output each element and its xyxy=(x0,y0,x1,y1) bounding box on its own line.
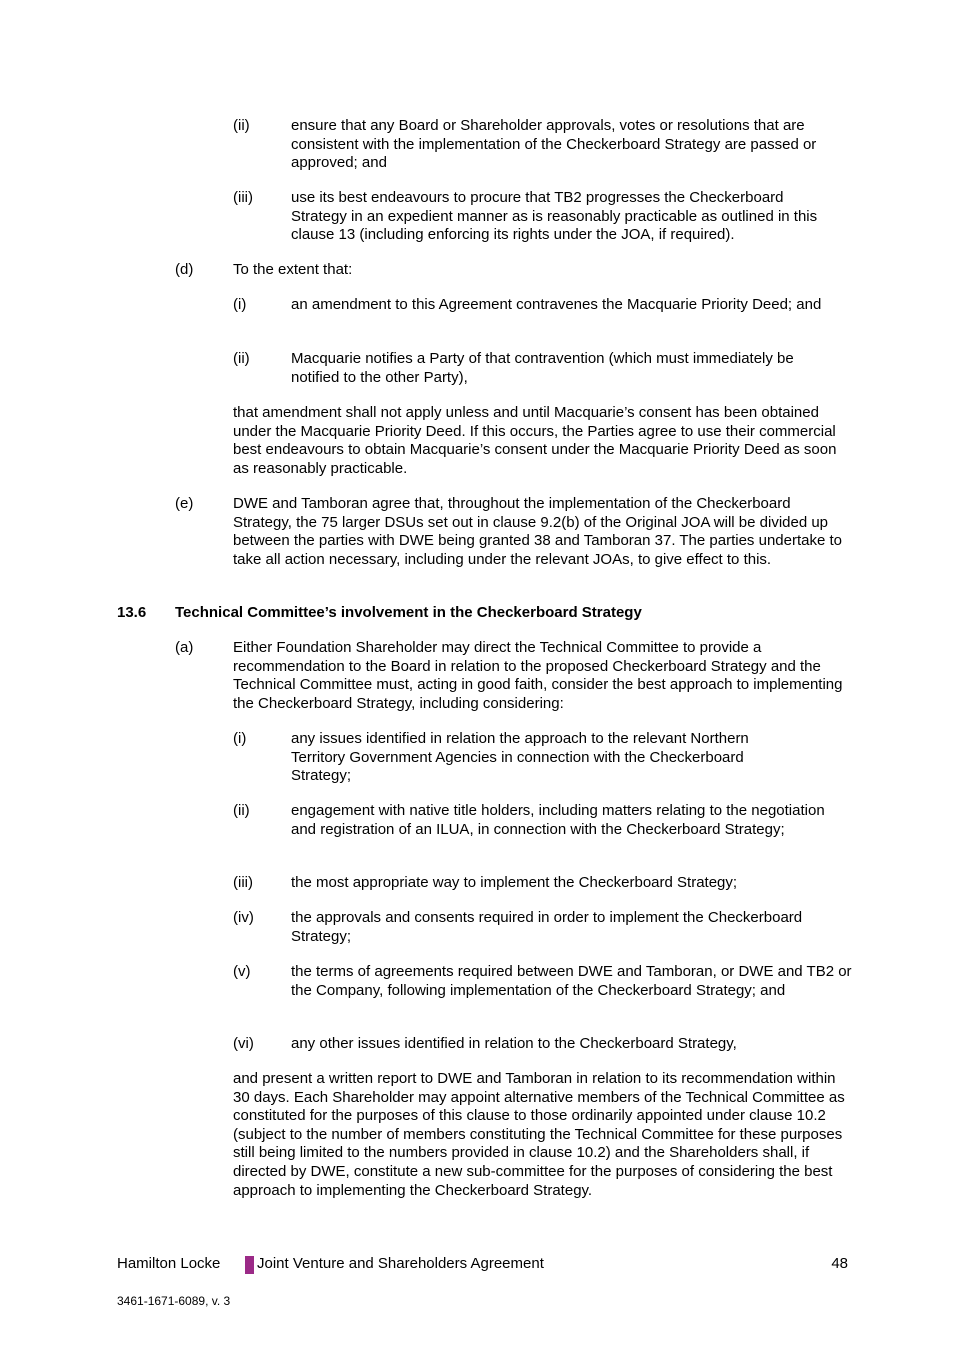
clause-label: (iii) xyxy=(233,874,253,891)
clause-label: (i) xyxy=(233,296,247,313)
section-number: 13.6 xyxy=(117,604,147,621)
footer-document-title: Joint Venture and Shareholders Agreement xyxy=(257,1255,544,1272)
clause-label: (ii) xyxy=(233,802,250,819)
clause-label: (v) xyxy=(233,963,251,980)
clause-text: the most appropriate way to implement the Checkerboard Strategy; xyxy=(291,874,738,891)
clause-text: To the extent that: xyxy=(233,261,353,278)
clause-text: the terms of agreements required between DWE and Tamboran, or DWE and TB2 or the Company, following implementation of the Checkerboard Strategy; and xyxy=(291,963,852,999)
clause-a-continuation: and present a written report to DWE and Tamboran in relation to its recommendation within 30 days. Each Shareholder may appoint alternative members of the Technical Committee as constituted for the purposes of this clause to those ordinarily appointed under clause 10.2 (subject to the number of members constituting the Technical Committee for these purposes still being limited to the numbers provided in clause 10.2) and the Shareholders shall, if directed by DWE, constitute a new sub-committee for the purposes of considering the best approach to implementing the Checkerboard Strategy. xyxy=(233,1070,845,1199)
document-id: 3461-1671-6089, v. 3 xyxy=(117,1294,231,1308)
clause-text: Either Foundation Shareholder may direct the Technical Committee to provide a recommendation to the Board in relation to the proposed Checkerboard Strategy and the Technical Committee must, acting in good faith, consider the best approach to implementing the Checkerboard Strategy, including considering: xyxy=(233,639,843,712)
footer-firm-name: Hamilton Locke xyxy=(117,1255,221,1272)
page-footer xyxy=(117,1255,848,1275)
clause-label: (e) xyxy=(175,495,194,512)
clause-text: DWE and Tamboran agree that, throughout the implementation of the Checkerboard Strategy, the 75 larger DSUs set out in clause 9.2(b) of the Original JOA will be divided up between the parties with DWE being granted 38 and Tamboran 37. The parties undertake to take all action necessary, including under the relevant JOAs, to give effect to this. xyxy=(233,495,842,568)
clause-text: any other issues identified in relation to the Checkerboard Strategy, xyxy=(291,1035,737,1052)
page-number: 48 xyxy=(831,1255,848,1272)
clause-text: ensure that any Board or Shareholder approvals, votes or resolutions that are consistent with the implementation of the Checkerboard Strategy are passed or approved; and xyxy=(291,117,817,172)
clause-label: (iii) xyxy=(233,189,253,206)
clause-label: (ii) xyxy=(233,350,250,367)
clause-label: (i) xyxy=(233,730,247,747)
clause-text: engagement with native title holders, including matters relating to the negotiation and registration of an ILUA, in connection with the Checkerboard Strategy; xyxy=(291,802,825,838)
footer-accent-bar xyxy=(245,1256,254,1274)
clause-label: (d) xyxy=(175,261,194,278)
section-title: Technical Committee’s involvement in the Checkerboard Strategy xyxy=(175,604,642,621)
clause-label: (a) xyxy=(175,639,194,656)
clause-label: (ii) xyxy=(233,117,250,134)
clause-text: an amendment to this Agreement contravenes the Macquarie Priority Deed; and xyxy=(291,296,822,313)
clause-d-continuation: that amendment shall not apply unless and until Macquarie’s consent has been obtained under the Macquarie Priority Deed. If this occurs, the Parties agree to use their commercial best endeavours to obtain Macquarie’s consent under the Macquarie Priority Deed as soon as reasonably practicable. xyxy=(233,404,837,477)
clause-label: (vi) xyxy=(233,1035,254,1052)
clause-label: (iv) xyxy=(233,909,254,926)
clause-text: Macquarie notifies a Party of that contravention (which must immediately be notified to the other Party), xyxy=(291,350,794,386)
clause-text: any issues identified in relation the approach to the relevant Northern Territory Government Agencies in connection with the Checkerboard Strategy; xyxy=(291,730,749,785)
clause-text: the approvals and consents required in order to implement the Checkerboard Strategy; xyxy=(291,909,803,945)
clause-text: use its best endeavours to procure that TB2 progresses the Checkerboard Strategy in an expedient manner as is reasonably practicable as outlined in this clause 13 (including enforcing its rights under the JOA, if required). xyxy=(291,189,818,244)
